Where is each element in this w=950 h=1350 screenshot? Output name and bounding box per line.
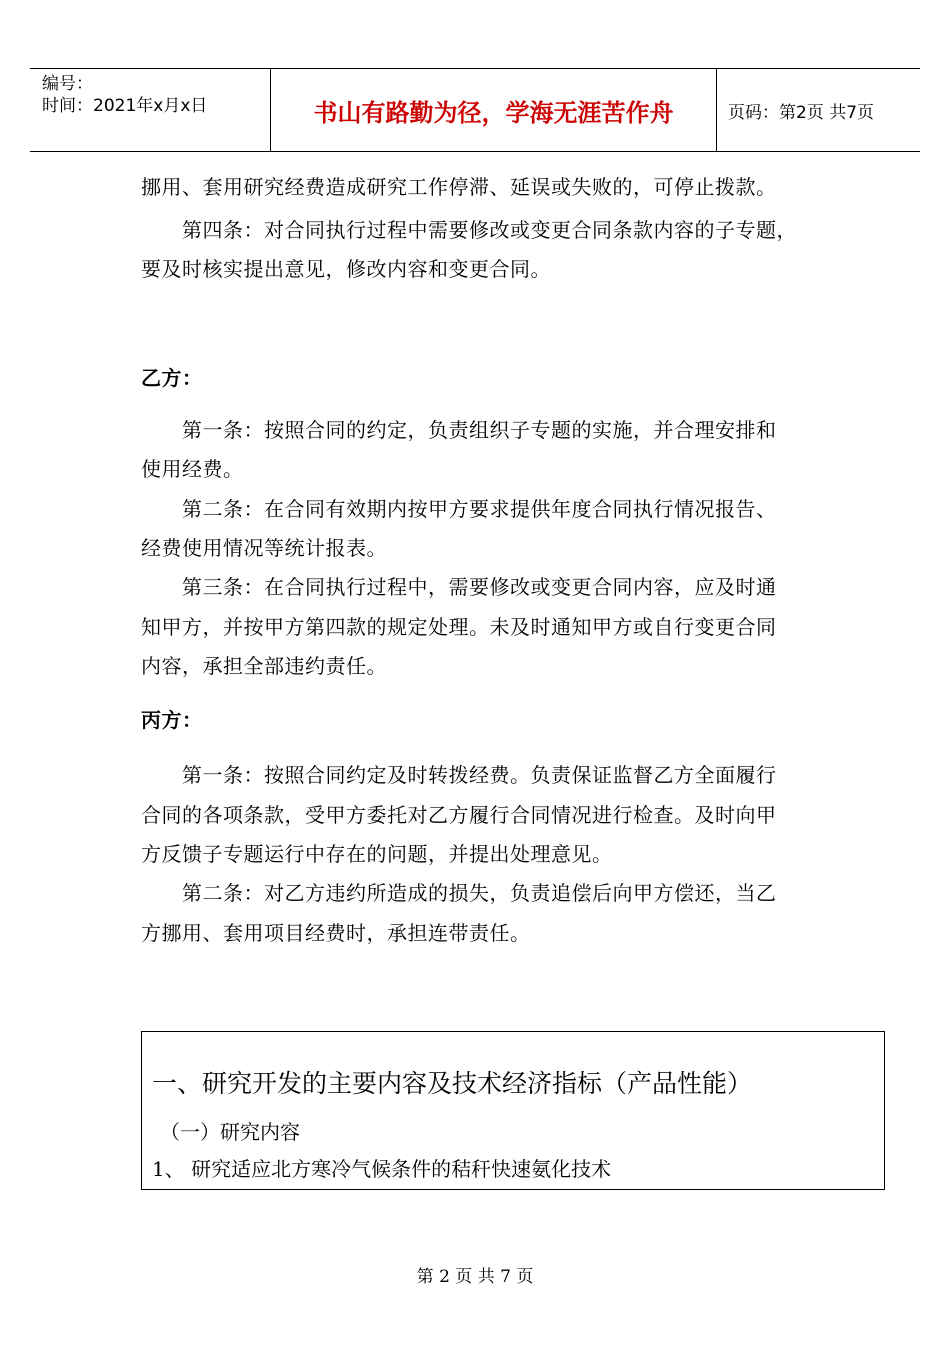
paragraph-text: 要及时核实提出意见，修改内容和变更合同。 bbox=[141, 257, 551, 281]
paragraph-text: 第三条：在合同执行过程中，需要修改或变更合同内容，应及时通 bbox=[141, 575, 777, 599]
page-footer: 第 2 页 共 7 页 bbox=[416, 1267, 534, 1287]
paragraph-text: 使用经费。 bbox=[141, 457, 244, 481]
box-title: 一、研究开发的主要内容及技术经济指标（产品性能） bbox=[152, 1069, 753, 1098]
box-subheading: （一）研究内容 bbox=[160, 1120, 300, 1144]
page-header bbox=[30, 68, 920, 152]
paragraph-text: 经费使用情况等统计报表。 bbox=[141, 536, 387, 560]
section-heading-party-c: 丙方： bbox=[141, 708, 203, 732]
paragraph-text: 第一条：按照合同约定及时转拨经费。负责保证监督乙方全面履行 bbox=[141, 763, 777, 787]
paragraph-text: 第一条：按照合同的约定，负责组织子专题的实施，并合理安排和 bbox=[141, 418, 777, 442]
header-meta bbox=[30, 69, 271, 151]
header-page-info: 页码：第2页 共7页 bbox=[728, 102, 875, 123]
paragraph-text: 知甲方，并按甲方第四款的规定处理。未及时通知甲方或自行变更合同 bbox=[141, 615, 777, 639]
doc-number-label: 编号： bbox=[42, 74, 93, 94]
header-motto: 书山有路勤为径，学海无涯苦作舟 bbox=[271, 69, 717, 151]
paragraph-text: 挪用、套用研究经费造成研究工作停滞、延误或失败的，可停止拨款。 bbox=[141, 175, 777, 199]
paragraph-text: 内容，承担全部违约责任。 bbox=[141, 654, 387, 678]
content-box bbox=[141, 1031, 885, 1190]
section-heading-party-b: 乙方： bbox=[141, 366, 203, 390]
paragraph-text: 方反馈子专题运行中存在的问题，并提出处理意见。 bbox=[141, 842, 613, 866]
paragraph-text: 第二条：在合同有效期内按甲方要求提供年度合同执行情况报告、 bbox=[141, 497, 777, 521]
paragraph-text: 方挪用、套用项目经费时，承担连带责任。 bbox=[141, 921, 531, 945]
box-item: 1、 研究适应北方寒冷气候条件的秸秆快速氨化技术 bbox=[152, 1157, 612, 1181]
paragraph-text: 第二条：对乙方违约所造成的损失，负责追偿后向甲方偿还，当乙 bbox=[141, 881, 777, 905]
paragraph-text: 第四条：对合同执行过程中需要修改或变更合同条款内容的子专题， bbox=[141, 218, 797, 242]
paragraph-text: 合同的各项条款，受甲方委托对乙方履行合同情况进行检查。及时向甲 bbox=[141, 803, 777, 827]
doc-time-label: 时间：2021年x月x日 bbox=[42, 96, 208, 116]
